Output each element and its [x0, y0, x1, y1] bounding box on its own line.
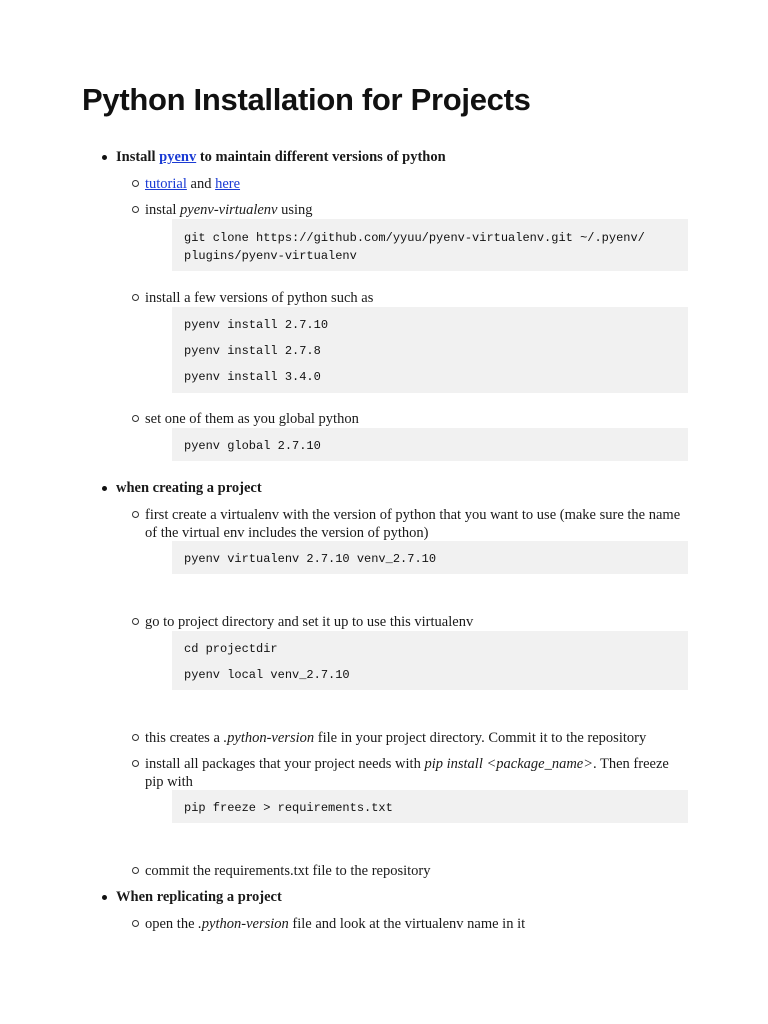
code-line: plugins/pyenv-virtualenv: [184, 249, 357, 263]
list-item-open-python-version: [145, 915, 681, 933]
section-heading-install-pyenv: [116, 148, 446, 166]
list-item-install-pyenv-virtualenv: [145, 201, 681, 219]
heading-text: Install: [116, 149, 160, 165]
code-line: pyenv virtualenv 2.7.10 venv_2.7.10: [184, 552, 437, 566]
item-text: install all packages that your project needs with: [145, 756, 425, 772]
list-item-python-version-file: [145, 729, 681, 747]
section-heading-creating-project: when creating a project: [116, 480, 262, 496]
item-emphasis: pip install <package_name>: [424, 756, 594, 772]
code-line: git clone https://github.com/yyuu/pyenv-virtualenv.git ~/.pyenv/: [184, 231, 645, 245]
code-block-cd-projectdir: [172, 631, 688, 690]
item-text: file and look at the virtualenv name in it: [288, 916, 526, 932]
item-text: and: [186, 176, 216, 192]
code-block-pip-freeze: [172, 790, 688, 823]
section-heading-replicating-project: When replicating a project: [116, 889, 282, 905]
page-title: Python Installation for Projects: [82, 82, 531, 117]
here-link[interactable]: here: [215, 176, 241, 192]
code-line: pyenv local venv_2.7.10: [184, 668, 350, 682]
item-text: instal: [145, 202, 181, 218]
item-emphasis: pyenv-virtualenv: [180, 202, 278, 218]
list-item-install-packages: [145, 755, 681, 791]
code-line: pyenv install 2.7.10: [184, 318, 329, 332]
code-line: pyenv install 2.7.8: [184, 344, 321, 358]
tutorial-link[interactable]: tutorial: [145, 176, 187, 192]
list-item-install-versions: install a few versions of python such as: [145, 289, 681, 307]
item-emphasis: .python-version: [198, 916, 289, 932]
heading-text: to maintain different versions of python: [196, 149, 446, 165]
item-text: . Then freeze pip with: [145, 756, 669, 790]
code-block-git-clone: [172, 219, 688, 271]
item-text: file in your project directory. Commit it to the repository: [314, 730, 647, 746]
item-text: this creates a: [145, 730, 224, 746]
pyenv-link[interactable]: pyenv: [159, 149, 197, 165]
code-line: pyenv global 2.7.10: [184, 439, 321, 453]
list-item-tutorial-links: [145, 175, 681, 193]
item-text: open the: [145, 916, 199, 932]
item-text: using: [277, 202, 313, 218]
code-line: pyenv install 3.4.0: [184, 370, 321, 384]
item-emphasis: .python-version: [223, 730, 315, 746]
code-block-pyenv-install: [172, 307, 688, 393]
code-block-pyenv-global: [172, 428, 688, 461]
list-item-commit-requirements: commit the requirements.txt file to the repository: [145, 862, 681, 880]
list-item-set-global: set one of them as you global python: [145, 410, 681, 428]
code-block-pyenv-virtualenv: [172, 541, 688, 574]
code-line: cd projectdir: [184, 642, 278, 656]
code-line: pip freeze > requirements.txt: [184, 801, 393, 815]
list-item-create-virtualenv: first create a virtualenv with the version of python that you want to use (make sure the name of the virtual env includes the version of python): [145, 507, 681, 541]
list-item-go-to-project: go to project directory and set it up to use this virtualenv: [145, 613, 681, 631]
